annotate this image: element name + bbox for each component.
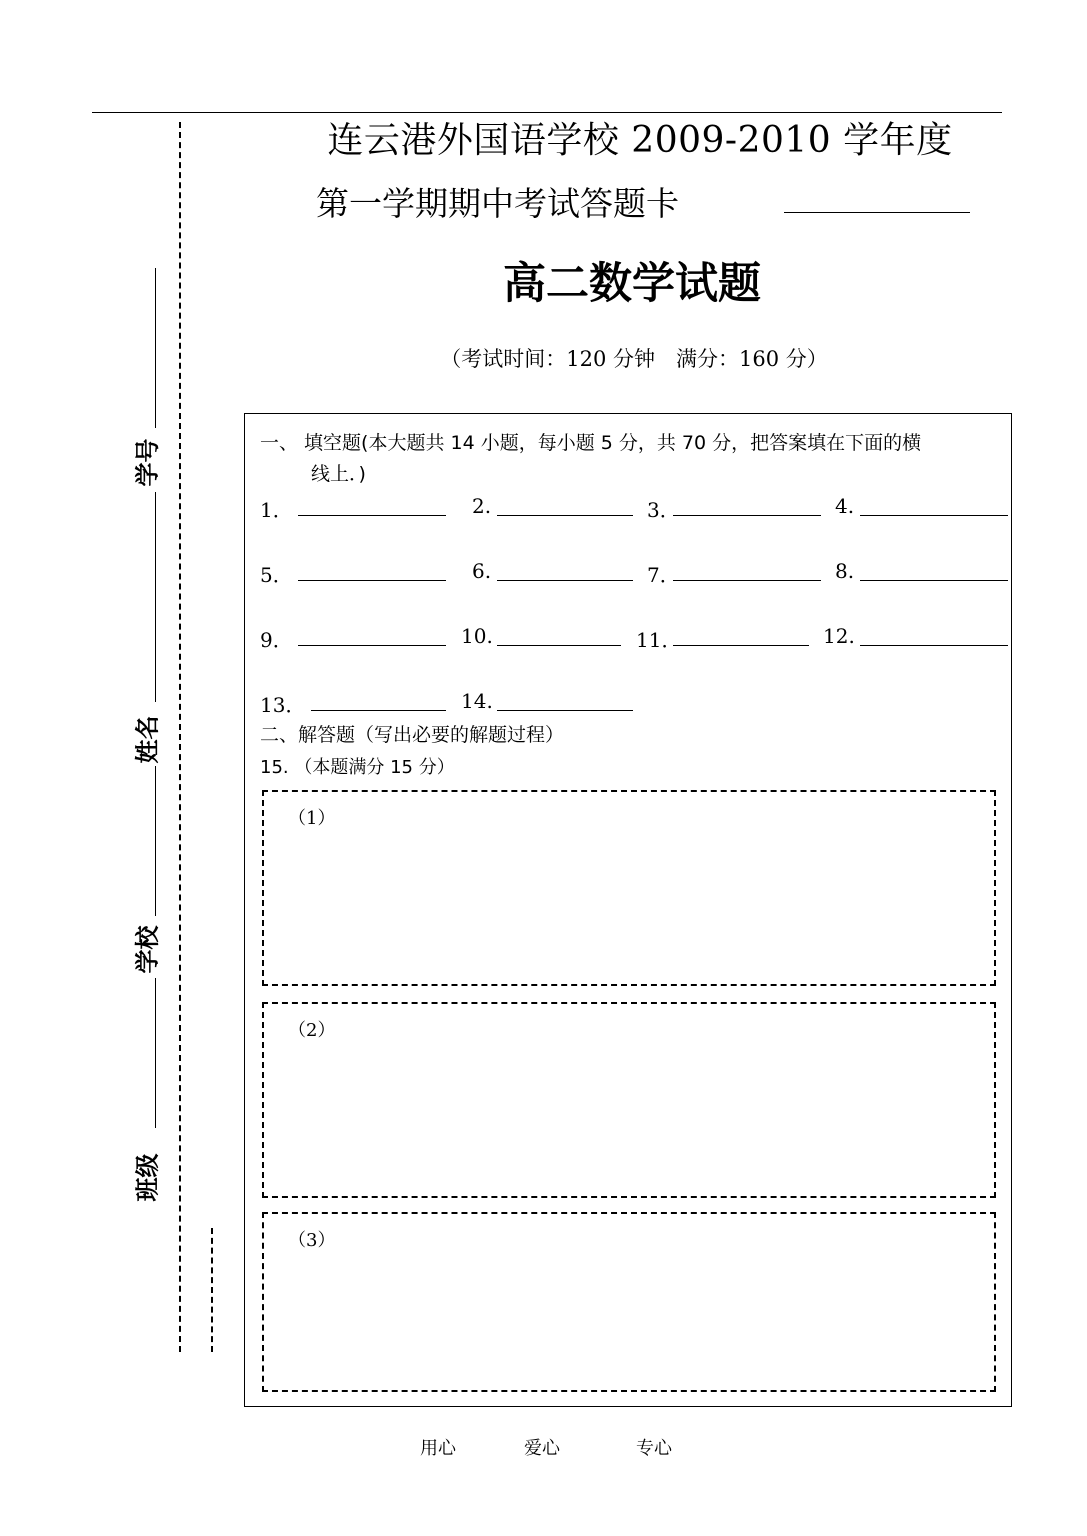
- answer-blank-4[interactable]: [860, 515, 1008, 516]
- part1-label: （1）: [288, 808, 336, 829]
- q-label-12: 12.: [823, 624, 855, 648]
- answer-blank-10[interactable]: [497, 645, 621, 646]
- q-label-11: 11．: [636, 628, 682, 652]
- q-label-10: 10.: [461, 624, 493, 648]
- answer-blank-12[interactable]: [860, 645, 1008, 646]
- q-label-6: 6.: [472, 559, 492, 583]
- q-label-3: 3．: [647, 498, 680, 522]
- footer-item-2: 爱心: [524, 1438, 560, 1459]
- q-label-4: 4.: [835, 494, 855, 518]
- answer-blank-5[interactable]: [298, 580, 446, 581]
- section1-heading-cont: 线上．): [311, 463, 366, 485]
- name-line: [155, 492, 156, 702]
- q15-heading: 15. （本题满分 15 分）: [260, 757, 455, 778]
- answer-blank-1[interactable]: [298, 515, 446, 516]
- exam-title: 第一学期期中考试答题卡: [316, 184, 679, 223]
- section1-heading: 一、 填空题(本大题共 14 小题，每小题 5 分，共 70 分，把答案填在下面的横: [260, 432, 922, 454]
- part2-label: （2）: [288, 1020, 336, 1041]
- answer-blank-3[interactable]: [673, 515, 821, 516]
- q-label-13: 13．: [260, 693, 306, 717]
- answer-blank-11[interactable]: [673, 645, 809, 646]
- exam-info: （考试时间：120 分钟 满分：160 分）: [440, 347, 828, 371]
- exam-title-blank: [784, 212, 970, 213]
- answer-blank-9[interactable]: [298, 645, 446, 646]
- q-label-14: 14.: [461, 689, 493, 713]
- class-label: 班级: [133, 1153, 162, 1202]
- answer-blank-8[interactable]: [860, 580, 1008, 581]
- answer-blank-2[interactable]: [497, 515, 633, 516]
- school-label: 学校: [133, 925, 162, 974]
- q-label-7: 7．: [647, 563, 680, 587]
- answer-blank-6[interactable]: [497, 580, 633, 581]
- answer-box-part1[interactable]: [262, 790, 996, 986]
- answer-box-part3[interactable]: [262, 1212, 996, 1392]
- part3-label: （3）: [288, 1230, 336, 1251]
- answer-blank-7[interactable]: [673, 580, 821, 581]
- q-label-9: 9．: [260, 628, 293, 652]
- q-label-8: 8.: [835, 559, 855, 583]
- student-no-label: 学号: [133, 438, 162, 487]
- binding-dashed-line-short: [211, 1228, 213, 1352]
- school-line: [155, 766, 156, 916]
- footer-item-3: 专心: [636, 1438, 672, 1459]
- answer-blank-14[interactable]: [497, 710, 633, 711]
- q-label-2: 2.: [472, 494, 492, 518]
- school-title: 连云港外国语学校 2009-2010 学年度: [327, 120, 953, 161]
- footer-item-1: 用心: [420, 1438, 456, 1459]
- answer-box-part2[interactable]: [262, 1002, 996, 1198]
- subject-title: 高二数学试题: [503, 259, 761, 309]
- name-label: 姓名: [133, 715, 162, 764]
- q-label-1: 1．: [260, 498, 293, 522]
- section2-heading: 二、解答题（写出必要的解题过程）: [260, 724, 565, 746]
- class-line: [155, 978, 156, 1128]
- q-label-5: 5．: [260, 563, 293, 587]
- answer-blank-13[interactable]: [311, 710, 446, 711]
